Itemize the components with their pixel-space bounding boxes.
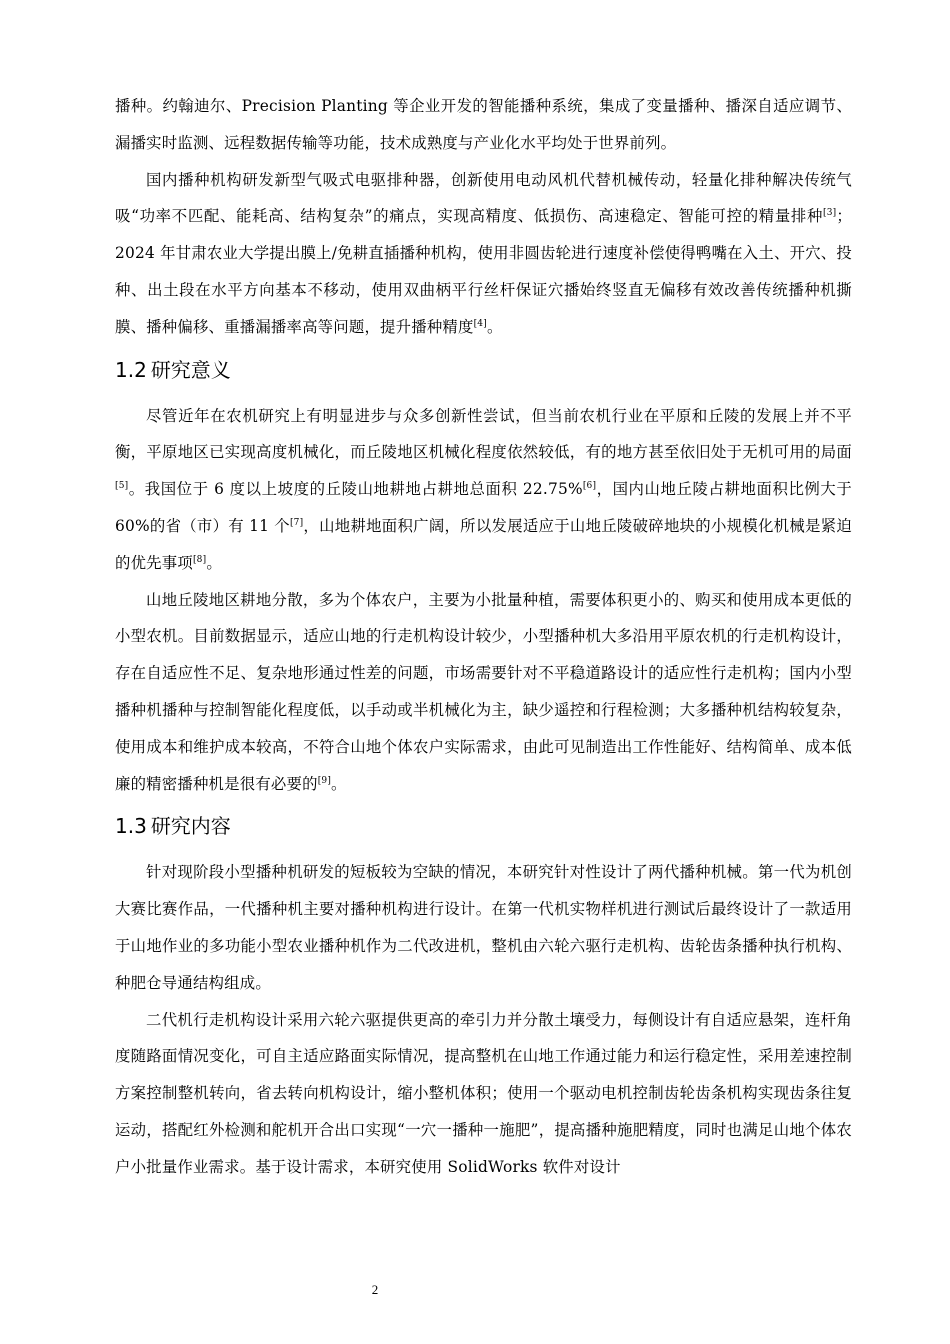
section-heading: [115, 802, 852, 854]
citation-marker: [7]: [289, 517, 304, 528]
body-paragraph: [115, 1002, 852, 1186]
body-paragraph: [115, 162, 852, 346]
citation-marker: [5]: [115, 481, 129, 492]
paragraph-text: 。: [486, 317, 503, 336]
section-title: 研究内容: [150, 814, 231, 839]
paragraph-text: 。: [206, 553, 222, 572]
paragraph-text: ，国内山地丘陵占耕地面积比例大于 60%的省（市）有 11 个: [115, 480, 852, 535]
paragraph-text: 。: [331, 774, 347, 793]
paragraph-text: 国内播种机构研发新型气吸式电驱排种器，创新使用电动风机代替机械传动，轻量化排种解决传统气吸“功率不匹配、能耗高、结构复杂”的痛点，实现高精度、低损伤、高速稳定、智能可控的精量排种: [115, 170, 852, 226]
citation-marker: [8]: [192, 554, 207, 565]
section-title: 研究意义: [150, 357, 231, 382]
citation-marker: [3]: [823, 208, 837, 219]
body-paragraph: [115, 88, 852, 162]
page-number: 2: [371, 1282, 379, 1297]
paragraph-text: 二代机行走机构设计采用六轮六驱提供更高的牵引力并分散土壤受力，每侧设计有自适应悬架，连杆角度随路面情况变化，可自主适应路面实际情况，提高整机在山地工作通过能力和运行稳定性，采用差速控制方案控制整机转向，省去转向机构设计，缩小整机体积；使用一个驱动电机控制齿轮齿条机构实现齿条往复运动，搭配红外检测和舵机开合出口实现“一穴一播种一施肥”，提高播种施肥精度，同时也满足山地个体农户小批量作业需求。基于设计需求，本研究使用 SolidWorks 软件对设计: [115, 1010, 852, 1176]
paragraph-text: ；2024 年甘肃农业大学提出膜上/免耕直插播种机构，使用非圆齿轮进行速度补偿使得鸭嘴在入土、开穴、投种、出土段在水平方向基本不移动，使用双曲柄平行丝杆保证穴播始终竖直无偏移有效改善传统播种机撕膜、播种偏移、重播漏播率高等问题，提升播种精度: [115, 207, 852, 336]
section-number: 1.3: [115, 814, 147, 839]
section-heading: [115, 346, 852, 398]
paragraph-text: 。我国位于 6 度以上坡度的丘陵山地耕地占耕地总面积 22.75%: [128, 480, 583, 499]
citation-marker: [4]: [473, 318, 487, 329]
paragraph-text: 尽管近年在农机研究上有明显进步与众多创新性尝试，但当前农机行业在平原和丘陵的发展上并不平衡，平原地区已实现高度机械化，而丘陵地区机械化程度依然较低，有的地方甚至依旧处于无机可用的局面: [115, 406, 852, 462]
paragraph-text: 山地丘陵地区耕地分散，多为个体农户，主要为小批量种植，需要体积更小的、购买和使用成本更低的小型农机。目前数据显示，适应山地的行走机构设计较少，小型播种机大多沿用平原农机的行走机构设计，存在自适应性不足、复杂地形通过性差的问题，市场需要针对不平稳道路设计的适应性行走机构；国内小型播种机播种与控制智能化程度低，以手动或半机械化为主，缺少遥控和行程检测；大多播种机结构较复杂，使用成本和维护成本较高，不符合山地个体农户实际需求，由此可见制造出工作性能好、结构简单、成本低廉的精密播种机是很有必要的: [115, 590, 852, 793]
paragraph-text: 播种。约翰迪尔、Precision Planting 等企业开发的智能播种系统，集成了变量播种、播深自适应调节、漏播实时监测、远程数据传输等功能，技术成熟度与产业化水平均处于世界前列。: [115, 97, 852, 152]
section-number: 1.2: [115, 357, 147, 382]
body-paragraph: [115, 582, 852, 803]
paragraph-text: 针对现阶段小型播种机研发的短板较为空缺的情况，本研究针对性设计了两代播种机械。第一代为机创大赛比赛作品，一代播种机主要对播种机构进行设计。在第一代机实物样机进行测试后最终设计了一款适用于山地作业的多功能小型农业播种机作为二代改进机，整机由六轮六驱行走机构、齿轮齿条播种执行机构、种肥仓导通结构组成。: [115, 863, 852, 992]
citation-marker: [6]: [582, 481, 597, 492]
page-body: [115, 88, 852, 1186]
body-paragraph: [115, 854, 852, 1001]
citation-marker: [9]: [317, 775, 332, 786]
paragraph-text: ，山地耕地面积广阔，所以发展适应于山地丘陵破碎地块的小规模化机械是紧迫的优先事项: [115, 516, 852, 572]
body-paragraph: [115, 398, 852, 582]
